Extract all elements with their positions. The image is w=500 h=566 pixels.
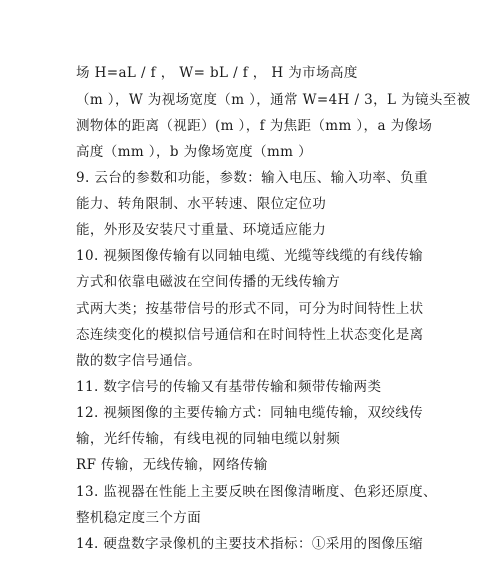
text-line: 场 H=aL / f ， W= bL / f ， H 为市场高度 bbox=[76, 65, 358, 81]
text-line: 能力、转角限制、水平转速、限位定位功 bbox=[76, 196, 327, 212]
text-line: 高度（mm ），b 为像场宽度（mm ） bbox=[76, 144, 312, 160]
text-line: 11. 数字信号的传输又有基带传输和频带传输两类 bbox=[76, 379, 382, 395]
text-line: 10. 视频图像传输有以同轴电缆、光缆等线缆的有线传输 bbox=[76, 248, 424, 264]
text-line: 整机稳定度三个方面 bbox=[76, 510, 202, 526]
text-line: 方式和依靠电磁波在空间传播的无线传输方 bbox=[76, 274, 341, 290]
text-line: 9. 云台的参数和功能，参数：输入电压、输入功率、负重 bbox=[76, 170, 428, 186]
text-line: 13. 监视器在性能上主要反映在图像清晰度、色彩还原度、 bbox=[76, 484, 437, 500]
text-line: （m ），W 为视场宽度（m ），通常 W=4H / 3，L 为镜头至被 bbox=[76, 92, 471, 108]
text-line: 能，外形及安装尺寸重量、环境适应能力 bbox=[76, 222, 327, 238]
text-line: 输，光纤传输，有线电视的同轴电缆以射频 bbox=[76, 431, 341, 447]
text-line: 式两大类；按基带信号的形式不同，可分为时间特性上状 bbox=[76, 301, 424, 317]
text-line: 14. 硬盘数字录像机的主要技术指标：①采用的图像压缩 bbox=[76, 536, 424, 552]
text-line: 散的数字信号通信。 bbox=[76, 353, 202, 369]
text-line: 测物体的距离（视距）(m ），f 为焦距（mm ），a 为像场 bbox=[76, 118, 433, 134]
text-line: 态连续变化的模拟信号通信和在时间特性上状态变化是离 bbox=[76, 327, 424, 343]
text-line: RF 传输，无线传输，网络传输 bbox=[76, 457, 268, 473]
text-line: 12. 视频图像的主要传输方式：同轴电缆传输，双绞线传 bbox=[76, 405, 424, 421]
